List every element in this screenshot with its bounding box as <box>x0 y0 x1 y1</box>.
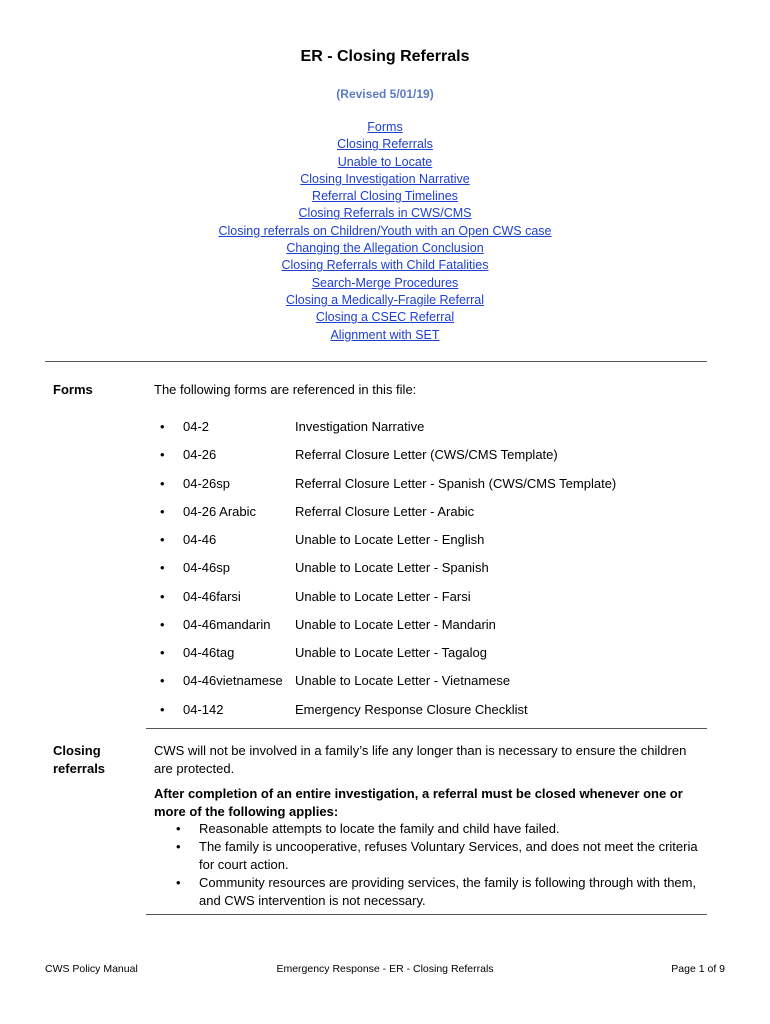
form-description: Referral Closure Letter - Spanish (CWS/CMS Template) <box>295 476 617 491</box>
form-description: Emergency Response Closure Checklist <box>295 702 528 717</box>
bullet-icon: • <box>160 476 165 491</box>
closing-label-line1: Closing <box>53 743 101 758</box>
toc-link-csec-referral[interactable]: Closing a CSEC Referral <box>315 310 455 325</box>
form-code: 04-46mandarin <box>183 617 271 632</box>
list-item-text: Community resources are providing services, the family is following through with them, and CWS intervention is not necessary. <box>199 875 697 908</box>
revision-date: (Revised 5/01/19) <box>336 87 434 101</box>
forms-intro: The following forms are referenced in this file: <box>154 382 417 397</box>
toc-link-alignment-with-set[interactable]: Alignment with SET <box>330 327 440 342</box>
list-item <box>176 838 706 874</box>
bullet-icon: • <box>160 645 165 660</box>
bullet-icon: • <box>160 589 165 604</box>
form-code: 04-46tag <box>183 645 235 660</box>
closing-criteria-list <box>176 820 706 910</box>
list-item <box>176 874 706 910</box>
footer-manual-name: CWS Policy Manual <box>45 963 138 975</box>
list-item <box>176 820 706 838</box>
form-description: Unable to Locate Letter - Vietnamese <box>295 673 511 688</box>
closing-intro-paragraph: CWS will not be involved in a family’s life any longer than is necessary to ensure the children are protected. <box>154 743 687 776</box>
page-title: ER - Closing Referrals <box>300 48 470 65</box>
toc-link-closing-referrals-cws-cms[interactable]: Closing Referrals in CWS/CMS <box>298 206 472 221</box>
toc-link-medically-fragile[interactable]: Closing a Medically-Fragile Referral <box>286 292 484 307</box>
bullet-icon: • <box>176 821 181 836</box>
form-description: Referral Closure Letter (CWS/CMS Template) <box>295 447 558 462</box>
toc-link-closing-investigation-narrative[interactable]: Closing Investigation Narrative <box>300 171 470 186</box>
closing-criteria-heading: After completion of an entire investigation, a referral must be closed whenever one or more of the following applies: <box>154 786 683 819</box>
form-description: Unable to Locate Letter - Farsi <box>295 589 471 604</box>
form-description: Referral Closure Letter - Arabic <box>295 504 475 519</box>
toc-link-child-fatalities[interactable]: Closing Referrals with Child Fatalities <box>281 258 489 273</box>
toc-link-closing-referrals[interactable]: Closing Referrals <box>337 137 433 152</box>
table-of-contents <box>0 119 770 344</box>
bullet-icon: • <box>176 839 181 854</box>
section-divider <box>146 914 707 915</box>
bullet-icon: • <box>160 617 165 632</box>
bullet-icon: • <box>160 673 165 688</box>
toc-link-changing-allegation-conclusion[interactable]: Changing the Allegation Conclusion <box>286 241 484 256</box>
bullet-icon: • <box>176 875 181 890</box>
form-code: 04-26 <box>183 447 217 462</box>
form-description: Unable to Locate Letter - Spanish <box>295 560 489 575</box>
closing-section-label <box>53 742 105 778</box>
toc-link-unable-to-locate[interactable]: Unable to Locate <box>337 154 433 169</box>
form-code: 04-142 <box>183 702 224 717</box>
forms-section-label: Forms <box>53 382 93 397</box>
toc-link-closing-referrals-open-case[interactable]: Closing referrals on Children/Youth with an Open CWS case <box>218 223 552 238</box>
form-code: 04-26sp <box>183 476 230 491</box>
bullet-icon: • <box>160 447 165 462</box>
bullet-icon: • <box>160 419 165 434</box>
bullet-icon: • <box>160 532 165 547</box>
form-description: Unable to Locate Letter - Tagalog <box>295 645 488 660</box>
form-code: 04-2 <box>183 419 210 434</box>
bullet-icon: • <box>160 504 165 519</box>
form-code: 04-26 Arabic <box>183 504 256 519</box>
bullet-icon: • <box>160 560 165 575</box>
section-divider <box>146 728 707 729</box>
form-code: 04-46farsi <box>183 589 241 604</box>
form-description: Unable to Locate Letter - Mandarin <box>295 617 496 632</box>
footer-section-name: Emergency Response - ER - Closing Referrals <box>276 963 494 975</box>
form-code: 04-46sp <box>183 560 230 575</box>
toc-link-forms[interactable]: Forms <box>367 120 403 134</box>
form-description: Investigation Narrative <box>295 419 425 434</box>
form-code: 04-46vietnamese <box>183 673 283 688</box>
list-item-text: The family is uncooperative, refuses Voluntary Services, and does not meet the criteria for court action. <box>199 839 698 872</box>
toc-link-search-merge[interactable]: Search-Merge Procedures <box>311 275 459 290</box>
toc-link-referral-closing-timelines[interactable]: Referral Closing Timelines <box>312 189 458 204</box>
form-code: 04-46 <box>183 532 217 547</box>
bullet-icon: • <box>160 702 165 717</box>
list-item-text: Reasonable attempts to locate the family and child have failed. <box>199 821 560 836</box>
section-divider <box>45 361 707 362</box>
closing-label-line2: referrals <box>53 761 106 776</box>
footer-page-number: Page 1 of 9 <box>671 963 725 975</box>
form-description: Unable to Locate Letter - English <box>295 532 485 547</box>
